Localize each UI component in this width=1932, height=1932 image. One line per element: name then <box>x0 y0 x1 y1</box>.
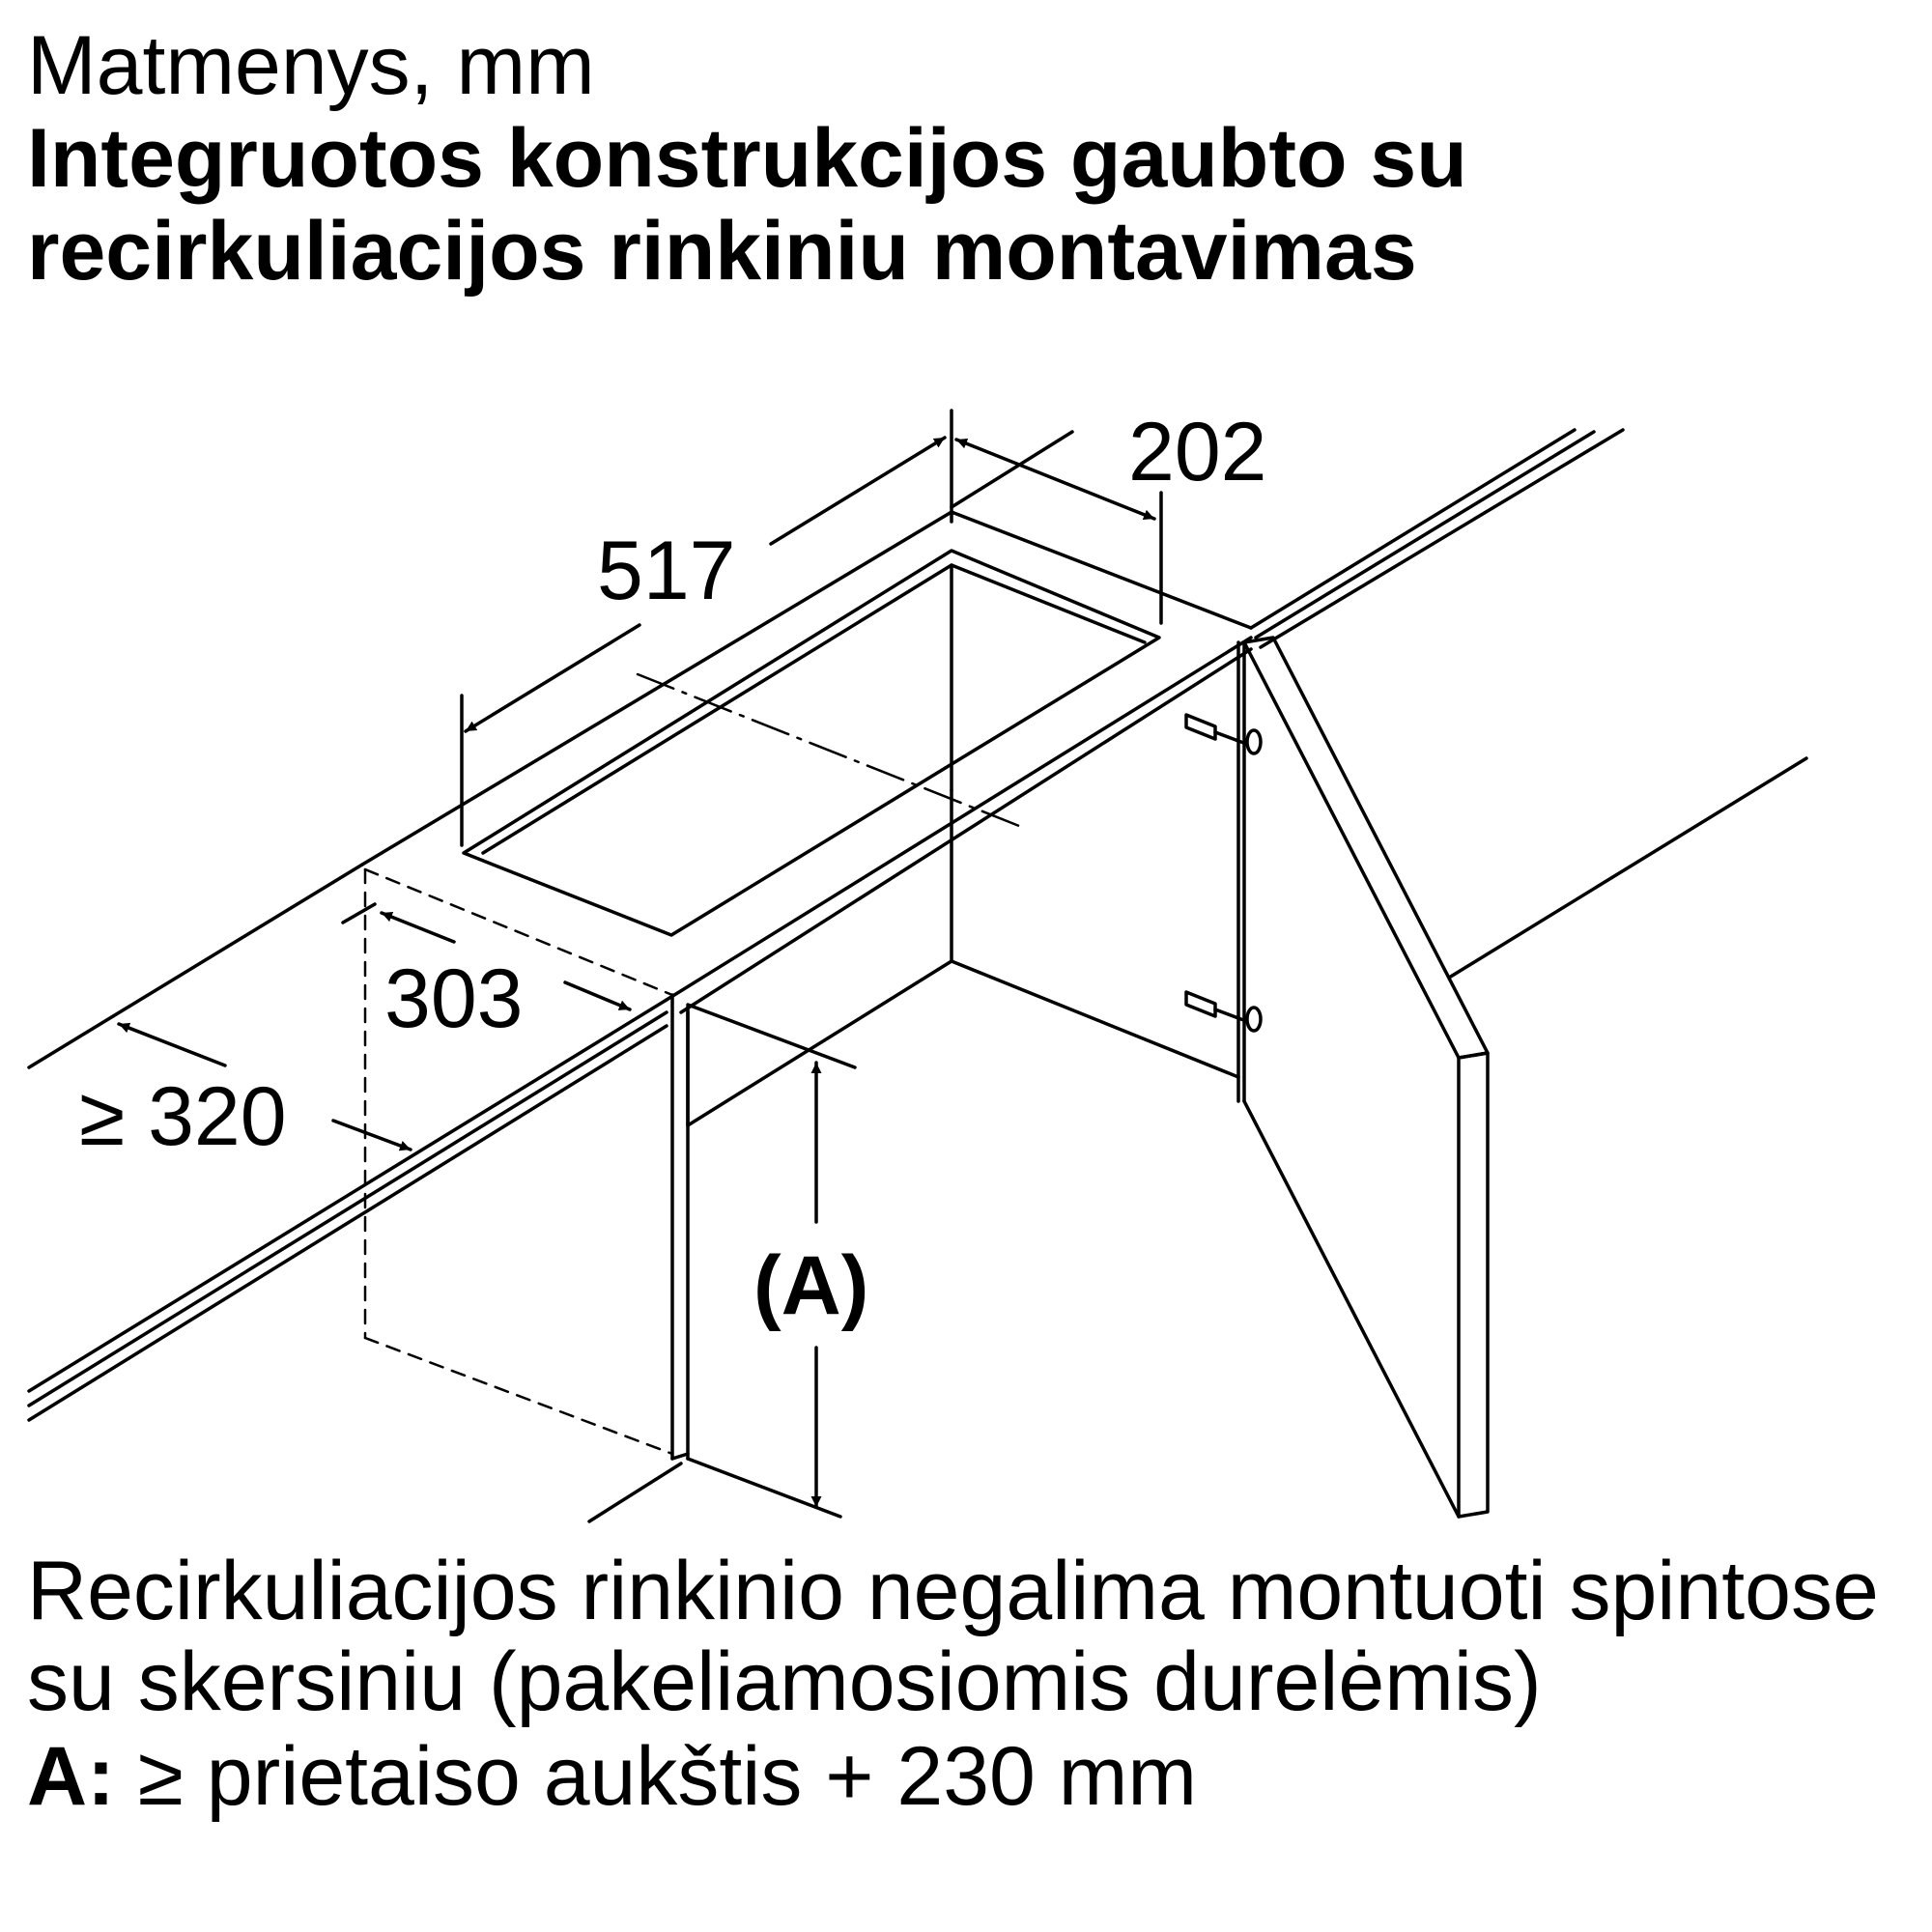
dimension-202-label: 202 <box>1128 406 1267 498</box>
formula-key: A: <box>27 1730 115 1823</box>
formula-A <box>27 1729 1901 1824</box>
installation-note: Recirkuliacijos rinkinio negalima montuoti spintose su skersiniu (pakeliamosiomis durelėmis) <box>27 1545 1879 1728</box>
cabinet-side-panel <box>589 995 688 1521</box>
dimension-517-lines <box>462 438 945 845</box>
formula-text: ≥ prietaiso aukštis + 230 mm <box>137 1730 1198 1823</box>
hinge-top-icon <box>1186 715 1261 753</box>
cabinet-interior <box>688 790 1238 1125</box>
wall-edge-left <box>29 865 362 1067</box>
dimension-A-label: (A) <box>753 1239 869 1332</box>
center-line <box>638 674 1019 826</box>
footer <box>27 1546 1901 1824</box>
units-caption: Matmenys, mm <box>27 19 595 112</box>
open-door <box>1244 638 1806 1517</box>
dimension-303-label: 303 <box>384 952 524 1045</box>
dimension-320-label: ≥ 320 <box>79 1070 287 1163</box>
dimension-517-label: 517 <box>597 525 736 617</box>
hinge-bottom-icon <box>1186 992 1261 1031</box>
wall-rails-right <box>1251 430 1623 647</box>
cabinet-top-board <box>362 432 1251 865</box>
page-title: Integruotos konstrukcijos gaubto su recirkuliacijos rinkiniu montavimas <box>27 112 1467 298</box>
